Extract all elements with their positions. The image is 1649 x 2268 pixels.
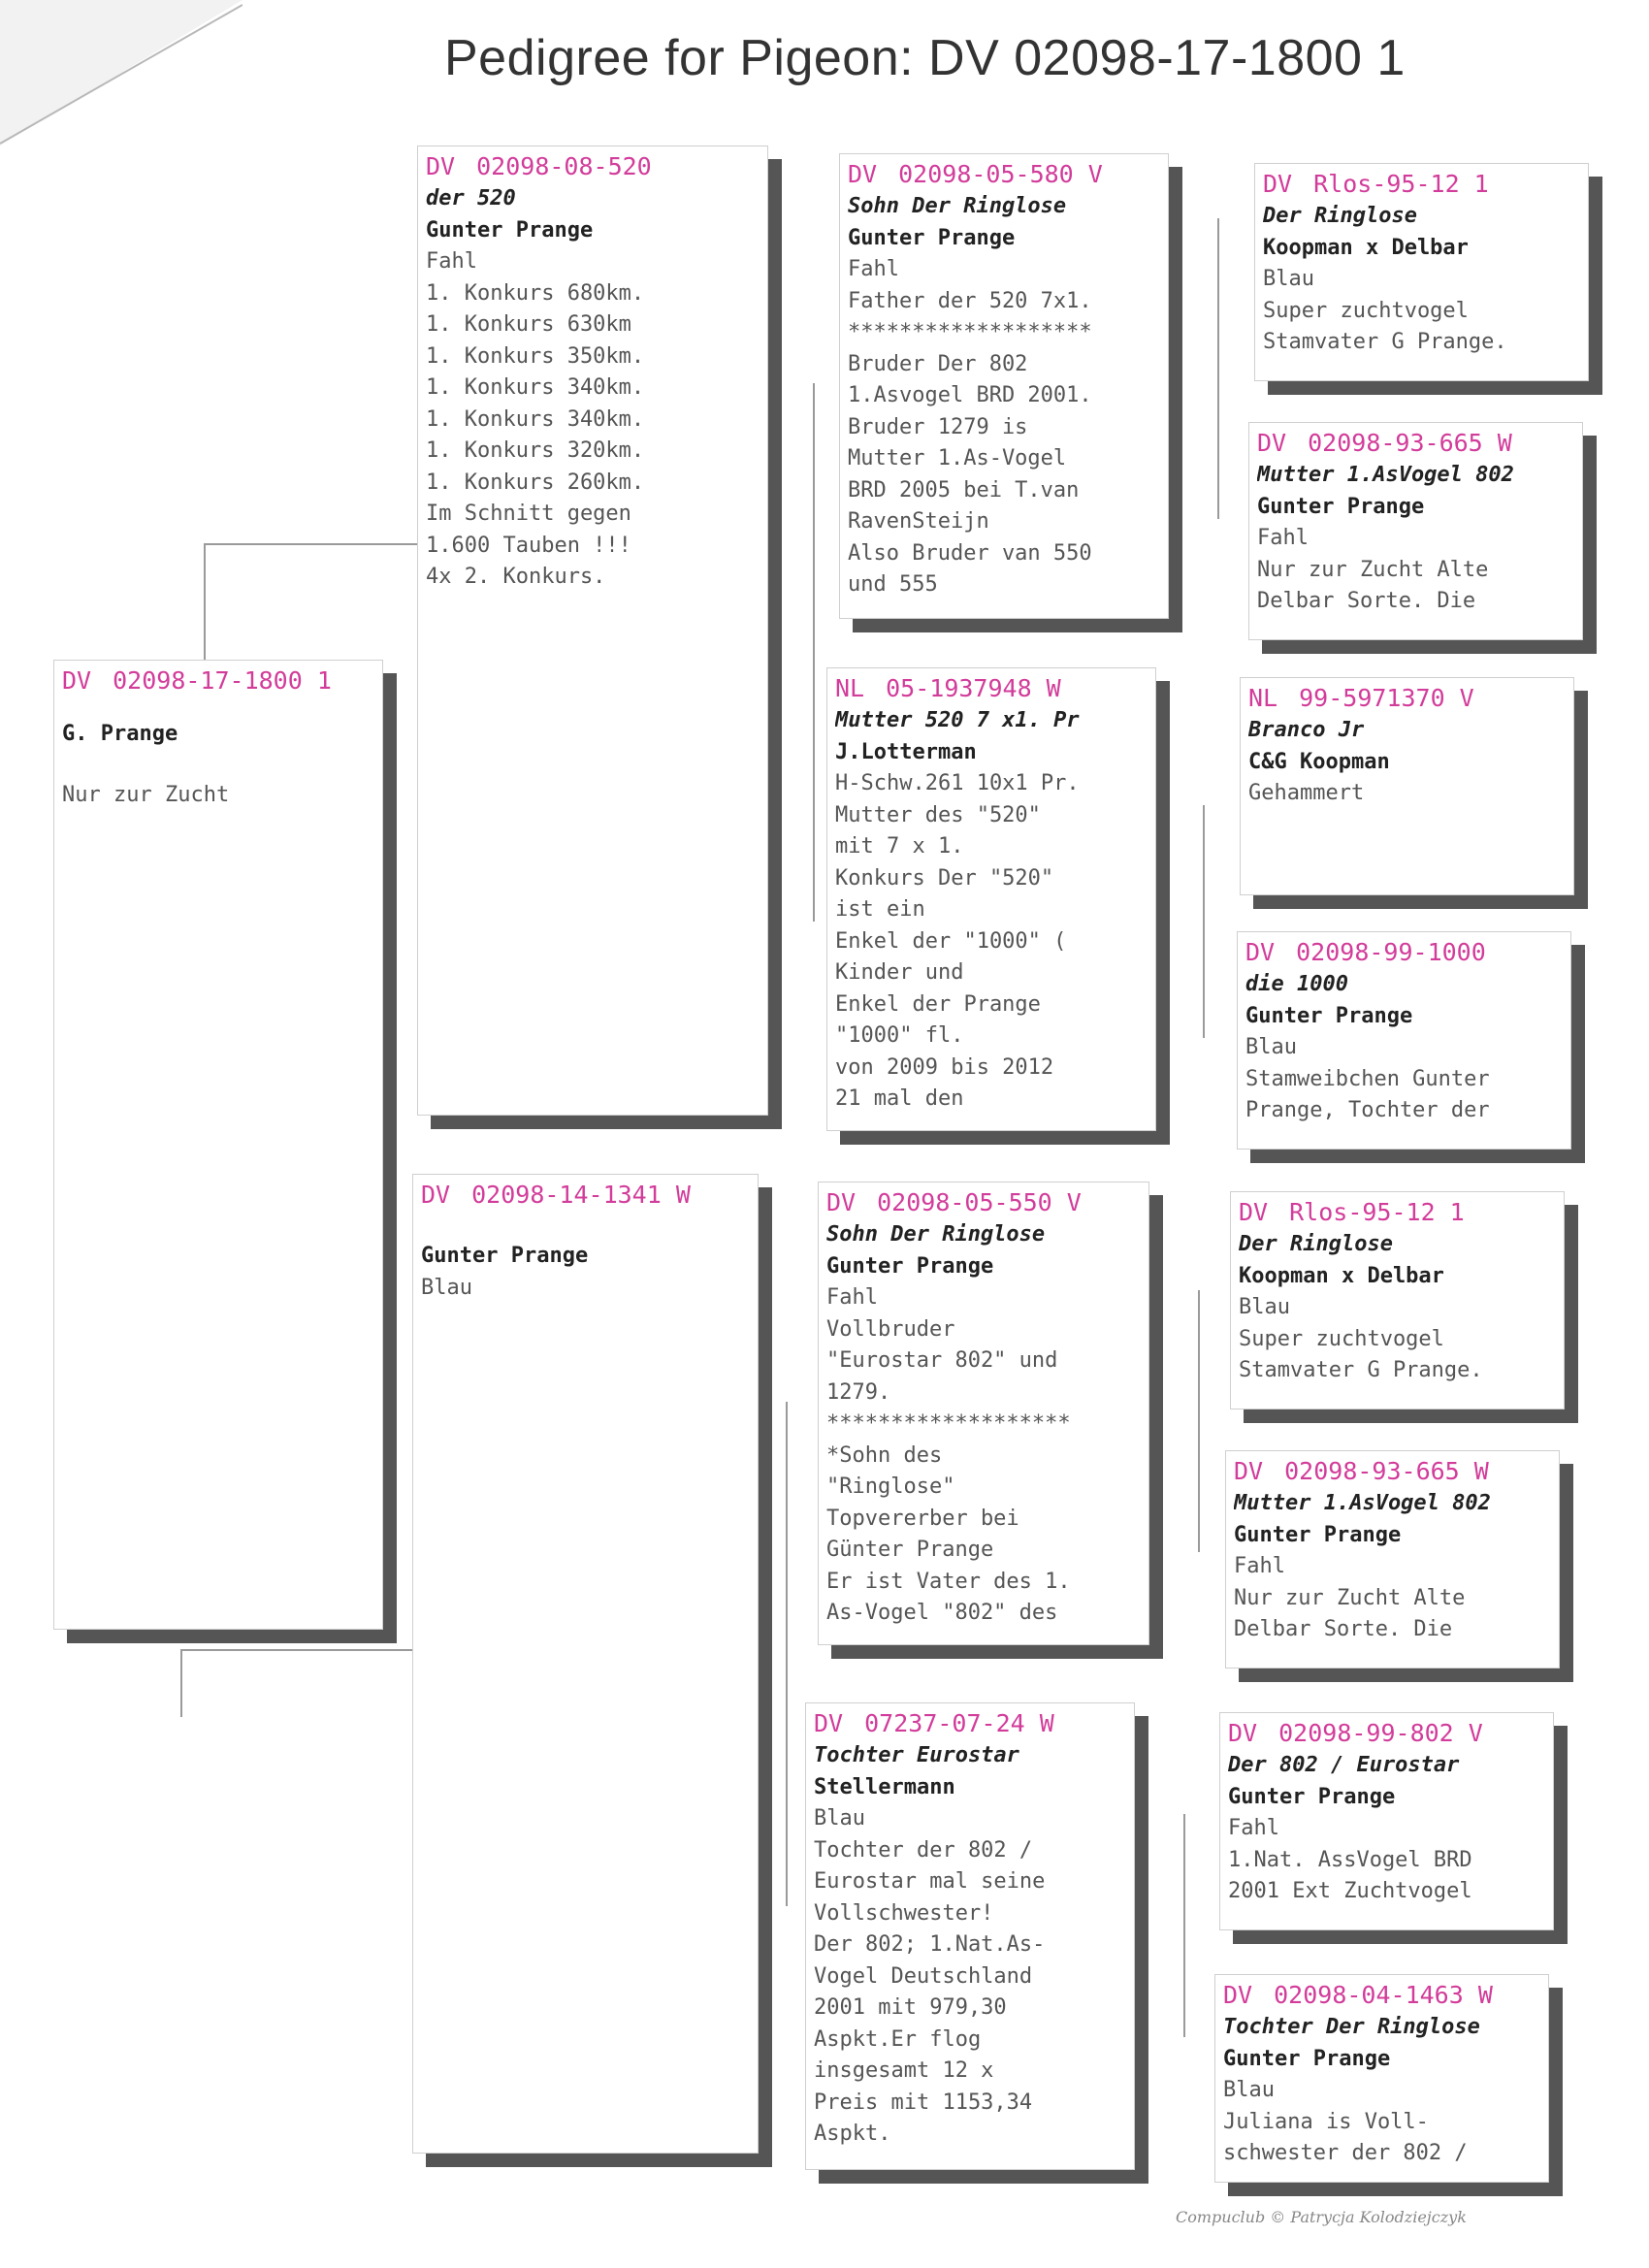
note: Nur zur Zucht	[62, 782, 230, 807]
connector	[204, 543, 427, 545]
info-line: Eurostar mal seine	[814, 1869, 1046, 1894]
info-line: Nur zur Zucht Alte	[1234, 1585, 1466, 1610]
info-line: mit 7 x 1.	[835, 834, 964, 859]
great-grandparent-card-mmm[interactable]	[1214, 1974, 1549, 2183]
info-line: 1. Konkurs 680km.	[426, 280, 645, 306]
info-line: Der 802; 1.Nat.As-	[814, 1932, 1046, 1957]
info-line: Also Bruder van 550	[848, 540, 1092, 566]
info-line: Enkel der "1000" (	[835, 928, 1067, 954]
info-line: Stamweibchen Gunter	[1245, 1066, 1490, 1091]
breeder: Gunter Prange	[826, 1253, 994, 1279]
ring-number: NL 99-5971370 V	[1248, 684, 1474, 712]
folded-corner	[0, 0, 242, 155]
ring-number: DV 02098-99-802 V	[1228, 1719, 1483, 1747]
connector	[180, 1649, 182, 1717]
info-line: Vogel Deutschland	[814, 1963, 1033, 1989]
info-line: Blau	[1263, 267, 1314, 291]
info-line: schwester der 802 /	[1223, 2141, 1468, 2165]
info-line: Aspkt.	[814, 2122, 891, 2146]
page-title: Pedigree for Pigeon: DV 02098-17-1800 1	[444, 30, 1406, 86]
info-line: Delbar Sorte. Die	[1257, 589, 1476, 613]
footer-credit: Compuclub © Patrycja Kolodziejczyk	[1176, 2208, 1467, 2226]
pigeon-name: die 1000	[1245, 972, 1348, 996]
info-line: *Sohn des	[826, 1442, 943, 1468]
info-line: Bruder 1279 is	[848, 414, 1028, 439]
breeder: Koopman x Delbar	[1263, 235, 1469, 260]
info-line: Blau	[1223, 2078, 1275, 2102]
info-line: RavenSteijn	[848, 509, 989, 534]
info-line: 1. Konkurs 260km.	[426, 470, 645, 495]
ring-number: NL 05-1937948 W	[835, 674, 1061, 702]
breeder: Stellermann	[814, 1774, 955, 1799]
info-line: Vollbruder	[826, 1316, 955, 1342]
info-line: "1000" fl.	[835, 1023, 964, 1048]
info-line: Delbar Sorte. Die	[1234, 1617, 1453, 1641]
breeder: J.Lotterman	[835, 739, 977, 764]
info-line: 1. Konkurs 320km.	[426, 438, 645, 463]
info-line: "Ringlose"	[826, 1474, 955, 1499]
ring-number: DV 02098-04-1463 W	[1223, 1981, 1493, 2009]
breeder: Gunter Prange	[1234, 1522, 1402, 1547]
pigeon-name: Sohn Der Ringlose	[848, 194, 1067, 218]
info-line: 1279.	[826, 1379, 891, 1405]
info-line: Kinder und	[835, 960, 964, 985]
breeder: Gunter Prange	[1223, 2046, 1391, 2071]
info-line: Blau	[1245, 1035, 1297, 1059]
breeder: Gunter Prange	[426, 217, 594, 243]
info-line: 4x 2. Konkurs.	[426, 565, 606, 589]
breeder: C&G Koopman	[1248, 749, 1390, 774]
info-line: Blau	[421, 1275, 472, 1300]
ring-number: DV Rlos-95-12 1	[1239, 1198, 1465, 1226]
info-line: Er ist Vater des 1.	[826, 1569, 1071, 1594]
info-line: Topvererber bei	[826, 1506, 1019, 1531]
pigeon-name: der 520	[426, 186, 516, 211]
ring-number: DV 02098-08-520	[426, 152, 652, 180]
paternal-grandfather-card[interactable]	[839, 153, 1169, 619]
breeder: Gunter Prange	[1245, 1003, 1413, 1028]
info-line: 1.Asvogel BRD 2001.	[848, 383, 1092, 407]
info-line: Vollschwester!	[814, 1900, 994, 1926]
info-line: Super zuchtvogel	[1239, 1326, 1444, 1351]
ring-number: DV 02098-99-1000	[1245, 938, 1486, 966]
connector	[180, 1649, 413, 1651]
info-line: *******************	[848, 320, 1092, 344]
info-line: Aspkt.Er flog	[814, 2026, 982, 2052]
info-line: Konkurs Der "520"	[835, 865, 1054, 891]
info-line: Mutter des "520"	[835, 802, 1041, 827]
pigeon-name: Mutter 1.AsVogel 802	[1234, 1491, 1491, 1515]
info-line: Blau	[1239, 1295, 1290, 1319]
pigeon-name: Mutter 520 7 x1. Pr	[835, 708, 1080, 732]
father-card[interactable]	[417, 146, 768, 1116]
connector	[1203, 805, 1205, 1038]
info-line: Günter Prange	[826, 1538, 994, 1562]
info-line: 2001 mit 979,30	[814, 1995, 1007, 2020]
info-line: insgesamt 12 x	[814, 2058, 994, 2083]
info-line: 1.Nat. AssVogel BRD	[1228, 1847, 1472, 1872]
info-line: ist ein	[835, 897, 925, 922]
ring-number: DV 02098-17-1800 1	[62, 666, 332, 695]
ring-number: DV Rlos-95-12 1	[1263, 170, 1489, 198]
info-line: *******************	[826, 1411, 1071, 1436]
info-line: Stamvater G Prange.	[1263, 330, 1507, 354]
info-line: 21 mal den	[835, 1086, 964, 1111]
info-line: 2001 Ext Zuchtvogel	[1228, 1879, 1472, 1903]
pigeon-name: Mutter 1.AsVogel 802	[1257, 463, 1514, 487]
info-line: Preis mit 1153,34	[814, 2090, 1033, 2115]
pigeon-name: Der Ringlose	[1239, 1232, 1393, 1256]
info-line: Fahl	[848, 257, 899, 281]
info-line: Im Schnitt gegen	[426, 502, 631, 526]
connector	[204, 543, 206, 669]
breeder: Gunter Prange	[421, 1244, 589, 1268]
ring-number: DV 02098-05-550 V	[826, 1188, 1082, 1216]
pigeon-name: Branco Jr	[1248, 718, 1365, 742]
breeder: Koopman x Delbar	[1239, 1263, 1444, 1288]
root-pigeon-card[interactable]	[53, 660, 383, 1630]
info-line: 1. Konkurs 340km.	[426, 375, 645, 400]
paternal-grandmother-card[interactable]	[826, 667, 1156, 1131]
info-line: von 2009 bis 2012	[835, 1054, 1054, 1080]
info-line: Enkel der Prange	[835, 991, 1041, 1017]
info-line: Prange, Tochter der	[1245, 1098, 1490, 1122]
info-line: Blau	[814, 1806, 865, 1831]
info-line: 1. Konkurs 630km	[426, 312, 631, 337]
info-line: Fahl	[1257, 526, 1309, 550]
connector	[786, 1402, 788, 1906]
ring-number: DV 02098-93-665 W	[1234, 1457, 1489, 1485]
info-line: Fahl	[826, 1285, 878, 1310]
info-line: H-Schw.261 10x1 Pr.	[835, 771, 1080, 795]
connector	[813, 383, 815, 922]
great-grandparent-card-mff[interactable]	[1230, 1191, 1565, 1409]
breeder: Gunter Prange	[1257, 494, 1425, 519]
pigeon-name: Sohn Der Ringlose	[826, 1222, 1046, 1247]
info-line: und 555	[848, 572, 938, 597]
connector	[1217, 218, 1219, 519]
info-line: Gehammert	[1248, 781, 1365, 805]
ring-number: DV 02098-14-1341 W	[421, 1181, 691, 1209]
maternal-grandmother-card[interactable]	[805, 1702, 1135, 2170]
ring-number: DV 02098-05-580 V	[848, 160, 1103, 188]
ring-number: DV 07237-07-24 W	[814, 1709, 1054, 1737]
info-line: Fahl	[426, 249, 477, 274]
connector	[1183, 1814, 1185, 2037]
info-line: Fahl	[1228, 1816, 1279, 1840]
mother-card[interactable]	[412, 1174, 759, 2154]
connector	[1198, 1290, 1200, 1552]
great-grandparent-card-fff[interactable]	[1254, 163, 1589, 381]
info-line: Juliana is Voll-	[1223, 2109, 1429, 2134]
info-line: 1. Konkurs 340km.	[426, 406, 645, 432]
info-line: As-Vogel "802" des	[826, 1601, 1058, 1625]
info-line: Super zuchtvogel	[1263, 298, 1469, 323]
info-line: 1. Konkurs 350km.	[426, 343, 645, 369]
great-grandparent-card-fmm[interactable]	[1237, 931, 1571, 1150]
info-line: Nur zur Zucht Alte	[1257, 557, 1489, 582]
great-grandparent-card-fmf[interactable]	[1240, 677, 1574, 895]
breeder: Gunter Prange	[1228, 1784, 1396, 1809]
info-line: Bruder Der 802	[848, 351, 1028, 376]
info-line: 1.600 Tauben !!!	[426, 533, 631, 558]
info-line: Father der 520 7x1.	[848, 288, 1092, 313]
info-line: Fahl	[1234, 1554, 1285, 1578]
great-grandparent-card-ffm[interactable]	[1248, 422, 1583, 640]
great-grandparent-card-mmf[interactable]	[1219, 1712, 1554, 1930]
ring-number: DV 02098-93-665 W	[1257, 429, 1512, 457]
breeder: G. Prange	[62, 722, 178, 746]
great-grandparent-card-mfm[interactable]	[1225, 1450, 1560, 1669]
pigeon-name: Der Ringlose	[1263, 204, 1417, 228]
breeder: Gunter Prange	[848, 225, 1016, 250]
info-line: Stamvater G Prange.	[1239, 1358, 1483, 1382]
pigeon-name: Der 802 / Eurostar	[1228, 1753, 1460, 1777]
info-line: "Eurostar 802" und	[826, 1348, 1058, 1373]
info-line: Tochter der 802 /	[814, 1837, 1033, 1863]
pigeon-name: Tochter Der Ringlose	[1223, 2015, 1480, 2039]
maternal-grandfather-card[interactable]	[818, 1182, 1149, 1645]
pigeon-name: Tochter Eurostar	[814, 1743, 1019, 1767]
info-line: Mutter 1.As-Vogel	[848, 446, 1067, 470]
info-line: BRD 2005 bei T.van	[848, 477, 1080, 502]
